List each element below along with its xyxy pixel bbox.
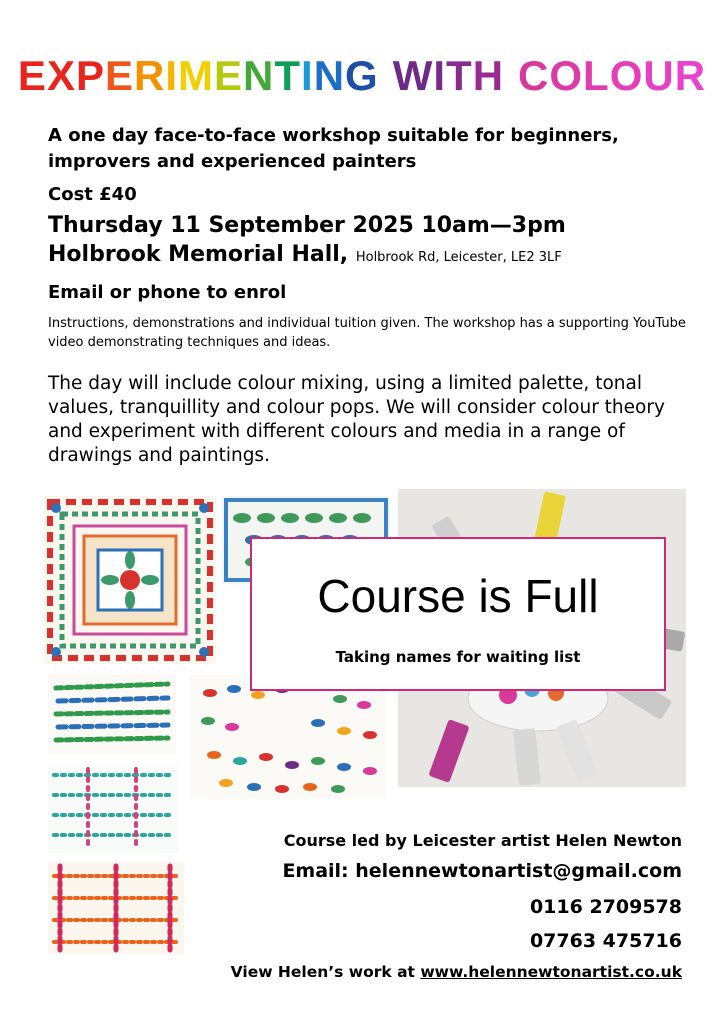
title-letter: N [243,52,275,99]
phone-number-2: 07763 475716 [529,930,682,952]
title-letter: U [643,52,675,99]
instructions-text: Instructions, demonstrations and individual tuition given. The workshop has a supporting YouTube video demonstrating techniques and ideas. [48,316,686,350]
artwork-colour-dots [190,675,386,799]
website-link[interactable]: www.helennewtonartist.co.uk [420,963,682,981]
course-leader: Course led by Leicester artist Helen Newton [283,831,682,850]
artwork-tile-square [44,496,216,664]
title-letter: P [75,52,105,99]
page-title [0,50,724,102]
waiting-list-text: Taking names for waiting list [335,648,581,666]
description-text: The day will include colour mixing, using a limited palette, tonal values, tranquillity and colour pops. We will consider colour theory and experiment with different colours and media in a range of drawings and paintings. [48,373,665,466]
title-letter [379,50,393,102]
title-letter: I [433,52,447,99]
title-letter: R [133,52,166,99]
title-letter: T [446,52,473,99]
website-line [231,963,682,981]
course-full-notice [250,537,666,691]
title-letter: H [472,52,505,99]
venue [48,242,562,267]
title-letter: I [165,52,178,99]
venue-address: Holbrook Rd, Leicester, LE2 3LF [355,250,562,265]
title-letter: I [301,52,314,99]
title-letter: W [392,52,434,99]
cost-text: Cost £40 [48,184,137,205]
website-prefix: View Helen’s work at [230,963,421,981]
title-letter: O [609,52,644,99]
title-letter [504,50,518,102]
title-letter: L [583,52,610,99]
title-letter: N [313,52,346,99]
artwork-stripes-teal [48,765,178,853]
title-letter: E [17,52,47,99]
workshop-subtitle: A one day face-to-face workshop suitable for beginners, improvers and experienced painters [48,125,619,172]
title-letter: R [674,52,707,99]
venue-name: Holbrook Memorial Hall, [48,242,349,267]
artwork-stripes-warm [48,862,184,954]
title-letter: O [549,52,584,99]
course-full-title: Course is Full [317,570,599,622]
title-letter: E [214,52,244,99]
title-letter: G [345,52,379,99]
title-letter: E [104,52,134,99]
title-letter: T [274,52,302,99]
title-letter: X [46,52,76,99]
artwork-stripes-green [48,674,176,754]
email-contact: Email: helennewtonartist@gmail.com [282,860,682,882]
title-letter: M [178,52,214,99]
date-time: Thursday 11 September 2025 10am—3pm [48,213,566,238]
phone-number-1: 0116 2709578 [529,896,682,918]
title-letter: C [518,52,550,99]
enrol-text: Email or phone to enrol [48,282,287,303]
